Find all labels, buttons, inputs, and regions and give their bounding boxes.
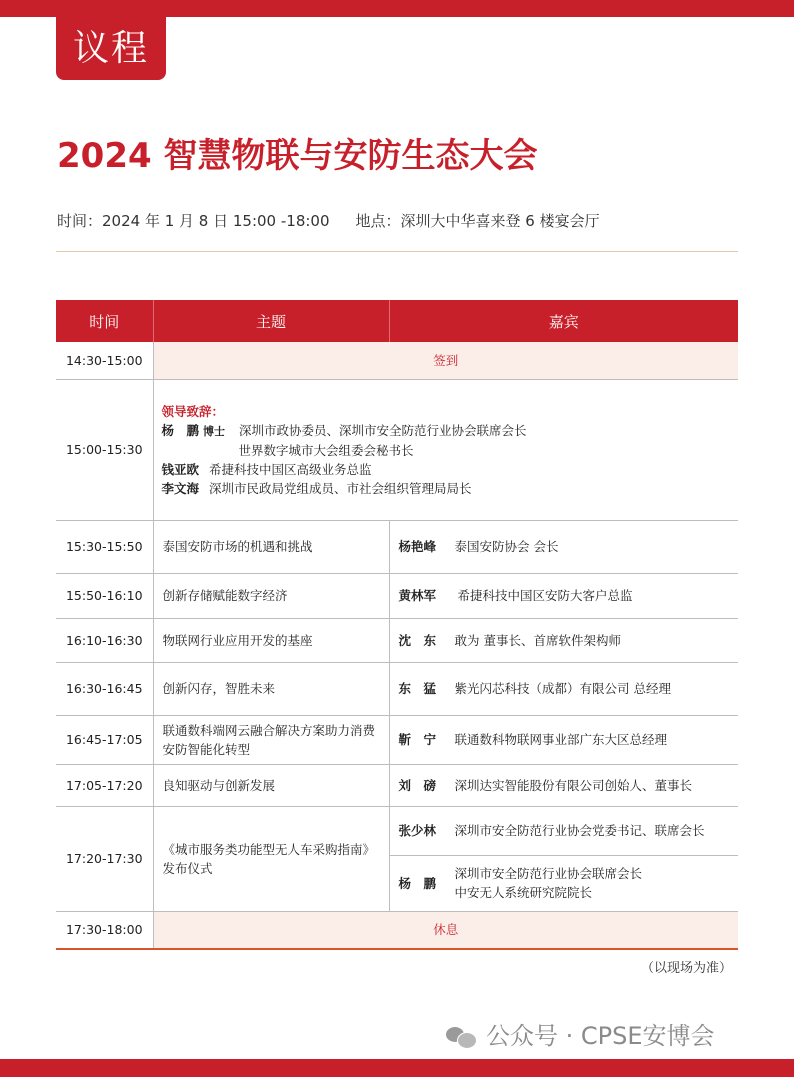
table-row (56, 618, 738, 662)
table-row (56, 379, 738, 520)
leader-line (162, 441, 730, 460)
speaker-role: 希捷科技中国区安防大客户总监 (457, 588, 633, 603)
row-time: 17:30-18:00 (56, 911, 153, 949)
leaders-heading: 领导致辞： (161, 403, 225, 419)
bottom-accent-bar (0, 1059, 794, 1077)
header-guest: 嘉宾 (389, 300, 738, 342)
speaker-name: 靳 宁 (398, 732, 437, 747)
row-topic: 《城市服务类功能型无人车采购指南》发布仪式 (153, 806, 389, 911)
speaker-name: 黄林军 (398, 588, 437, 603)
speaker-role: 深圳市安全防范行业协会党委书记、联席会长 (454, 823, 705, 838)
leaders-speech-cell (153, 379, 738, 520)
section-tab: 议程 (56, 17, 166, 80)
row-time: 16:10-16:30 (56, 618, 153, 662)
table-row (56, 662, 738, 715)
speaker-name: 杨艳峰 (398, 539, 437, 554)
row-time: 16:45-17:05 (56, 715, 153, 764)
table-row (56, 342, 738, 379)
row-topic: 联通数科端网云融合解决方案助力消费安防智能化转型 (153, 715, 389, 764)
row-topic: 创新闪存，智胜未来 (153, 662, 389, 715)
leader-line (162, 460, 730, 479)
row-time: 15:50-16:10 (56, 573, 153, 618)
row-guest (389, 662, 738, 715)
row-topic: 良知驱动与创新发展 (153, 764, 389, 806)
leader-title: 深圳市民政局党组成员、市社会组织管理局局长 (209, 480, 472, 496)
row-guest (389, 520, 738, 573)
event-meta (57, 210, 600, 231)
row-topic: 创新存储赋能数字经济 (153, 573, 389, 618)
event-place: 地点：深圳大中华喜来登 6 楼宴会厅 (355, 212, 600, 230)
row-time: 17:20-17:30 (56, 806, 153, 911)
break-label: 休息 (153, 911, 738, 949)
speaker-name: 东 猛 (398, 681, 437, 696)
footnote: （以现场为准） (640, 961, 732, 976)
header-time: 时间 (56, 300, 153, 342)
top-accent-bar (0, 0, 794, 17)
speaker-role: 中安无人系统研究院院长 (454, 885, 593, 900)
row-time: 15:00-15:30 (56, 379, 153, 520)
table-row (56, 764, 738, 806)
speaker-name: 沈 东 (398, 632, 437, 648)
page-title: 2024 智慧物联与安防生态大会 (57, 136, 538, 176)
leader-name: 钱亚欧 (161, 461, 200, 477)
leader-suffix: 博士 (203, 424, 225, 438)
row-topic: 物联网行业应用开发的基座 (153, 618, 389, 662)
speaker-role: 紫光闪芯科技（成都）有限公司 总经理 (454, 681, 671, 696)
table-row (56, 520, 738, 573)
row-guest (389, 855, 738, 911)
divider (56, 251, 738, 252)
speaker-name: 张少林 (398, 823, 437, 838)
table-header-row (56, 300, 738, 342)
header-topic: 主题 (153, 300, 389, 342)
row-guest (389, 806, 738, 855)
row-topic: 泰国安防市场的机遇和挑战 (153, 520, 389, 573)
leader-title: 深圳市政协委员、深圳市安全防范行业协会联席会长 (238, 422, 527, 438)
agenda-table (56, 300, 738, 950)
table-row (56, 911, 738, 949)
row-guest (389, 618, 738, 662)
table-row (56, 806, 738, 855)
row-time: 14:30-15:00 (56, 342, 153, 379)
row-time: 16:30-16:45 (56, 662, 153, 715)
speaker-name: 刘 磅 (398, 777, 437, 793)
row-guest (389, 573, 738, 618)
row-guest (389, 715, 738, 764)
leader-line (162, 479, 730, 498)
speaker-role: 敢为 董事长、首席软件架构师 (454, 632, 621, 648)
speaker-role: 联通数科物联网事业部广东大区总经理 (454, 732, 668, 747)
checkin-label: 签到 (153, 342, 738, 379)
event-time: 时间：2024 年 1 月 8 日 15:00 -18:00 (57, 212, 330, 230)
leader-title: 世界数字城市大会组委会秘书长 (238, 442, 414, 458)
leader-line (162, 421, 730, 441)
leader-title: 希捷科技中国区高级业务总监 (209, 461, 372, 477)
leader-name: 杨 鹏 (161, 422, 200, 438)
speaker-role: 深圳达实智能股份有限公司创始人、董事长 (454, 777, 693, 793)
speaker-role-block (455, 864, 643, 902)
leader-name: 李文海 (161, 480, 200, 496)
speaker-role: 泰国安防协会 会长 (454, 539, 559, 554)
row-time: 15:30-15:50 (56, 520, 153, 573)
row-time: 17:05-17:20 (56, 764, 153, 806)
watermark-text: 公众号 · CPSE安博会 (486, 1022, 715, 1050)
speaker-role: 深圳市安全防范行业协会联席会长 (454, 866, 643, 881)
wechat-icon (446, 1025, 476, 1047)
table-row (56, 573, 738, 618)
watermark (446, 1016, 715, 1051)
table-row (56, 715, 738, 764)
speaker-name: 杨 鹏 (398, 875, 437, 891)
row-guest (389, 764, 738, 806)
